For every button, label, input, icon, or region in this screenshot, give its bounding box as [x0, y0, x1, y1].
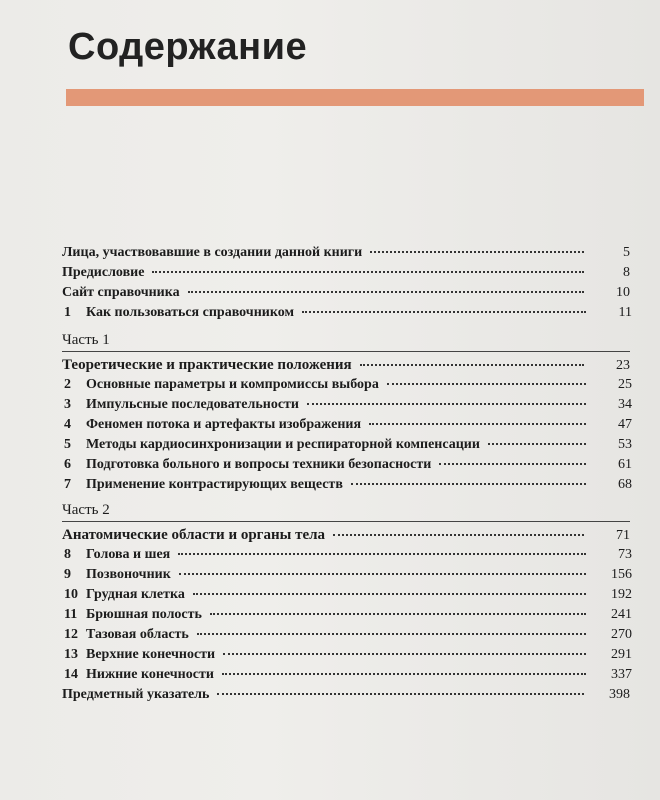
toc-entry-page: 47 [618, 417, 632, 432]
dot-leader [333, 534, 584, 536]
dot-leader [302, 311, 586, 313]
dot-leader [217, 693, 584, 695]
dot-leader [439, 463, 586, 465]
toc-entry-page: 11 [618, 305, 632, 320]
toc-entry[interactable] [62, 285, 630, 305]
toc-entry-label: Брюшная полость [86, 607, 202, 622]
dot-leader [223, 653, 586, 655]
dot-leader [188, 291, 584, 293]
chapter-number: 1 [64, 305, 71, 320]
part-heading: Часть 2 [62, 502, 110, 518]
dot-leader [152, 271, 584, 273]
toc-entry-page: 68 [618, 477, 632, 492]
toc-entry-label: Тазовая область [86, 627, 189, 642]
dot-leader [307, 403, 586, 405]
toc-entry-page: 53 [618, 437, 632, 452]
chapter-number: 9 [64, 567, 71, 582]
toc-chapter[interactable] [64, 547, 632, 567]
chapter-number: 2 [64, 377, 71, 392]
dot-leader [222, 673, 586, 675]
toc-entry-label: Голова и шея [86, 547, 171, 562]
title-accent-bar [66, 89, 644, 106]
chapter-number: 14 [64, 667, 78, 682]
chapter-number: 4 [64, 417, 71, 432]
toc-entry-label: Предисловие [62, 265, 145, 280]
toc-section-label: Теоретические и практические положения [62, 357, 352, 373]
chapter-number: 7 [64, 477, 71, 492]
dot-leader [370, 251, 584, 253]
chapter-number: 3 [64, 397, 71, 412]
toc-entry-page: 71 [616, 528, 630, 543]
toc-entry-page: 241 [611, 607, 632, 622]
dot-leader [193, 593, 586, 595]
toc-chapter[interactable] [64, 305, 632, 325]
toc-entry-label: Нижние конечности [86, 667, 214, 682]
show-through-text [430, 40, 443, 85]
toc-chapter[interactable] [64, 667, 632, 687]
toc-entry-page: 291 [611, 647, 632, 662]
dot-leader [178, 553, 586, 555]
toc-entry-label: Сайт справочника [62, 285, 180, 300]
toc-entry[interactable] [62, 687, 630, 707]
toc-entry-page: 270 [611, 627, 632, 642]
page-title: Содержание [68, 26, 308, 68]
toc-entry-page: 8 [623, 265, 630, 280]
toc-entry-label: Лица, участвовавшие в создании данной книги [62, 245, 363, 260]
chapter-number: 6 [64, 457, 71, 472]
toc-entry-page: 156 [611, 567, 632, 582]
toc-section[interactable] [62, 357, 630, 377]
toc-chapter[interactable] [64, 647, 632, 667]
toc-entry-label: Применение контрастирующих веществ [86, 477, 343, 492]
toc-entry-label: Как пользоваться справочником [86, 305, 294, 320]
toc-chapter[interactable] [64, 607, 632, 627]
toc-chapter[interactable] [64, 457, 632, 477]
toc-entry-label: Феномен потока и артефакты изображения [86, 417, 362, 432]
dot-leader [488, 443, 586, 445]
toc-entry-page: 10 [616, 285, 630, 300]
toc-chapter[interactable] [64, 627, 632, 647]
toc-entry-label: Верхние конечности [86, 647, 216, 662]
toc-chapter[interactable] [64, 477, 632, 497]
dot-leader [369, 423, 586, 425]
chapter-number: 10 [64, 587, 78, 602]
chapter-number: 5 [64, 437, 71, 452]
chapter-number: 8 [64, 547, 71, 562]
toc-entry-page: 192 [611, 587, 632, 602]
toc-chapter[interactable] [64, 437, 632, 457]
toc-chapter[interactable] [64, 377, 632, 397]
toc-entry-page: 398 [609, 687, 630, 702]
toc-entry-page: 23 [616, 358, 630, 373]
toc-entry[interactable] [62, 245, 630, 265]
toc-section[interactable] [62, 527, 630, 547]
part-rule [62, 521, 630, 522]
toc-entry-page: 73 [618, 547, 632, 562]
toc-entry[interactable] [62, 265, 630, 285]
chapter-number: 12 [64, 627, 78, 642]
toc-entry-page: 34 [618, 397, 632, 412]
toc-entry-page: 5 [623, 245, 630, 260]
toc-entry-label: Основные параметры и компромиссы выбора [86, 377, 379, 392]
dot-leader [360, 364, 584, 366]
toc-chapter[interactable] [64, 587, 632, 607]
toc-entry-label: Предметный указатель [62, 687, 210, 702]
chapter-number: 11 [64, 607, 78, 622]
toc-entry-label: Импульсные последовательности [86, 397, 299, 412]
dot-leader [210, 613, 586, 615]
toc-entry-label: Позвоночник [86, 567, 171, 582]
dot-leader [179, 573, 586, 575]
toc-entry-page: 25 [618, 377, 632, 392]
toc-entry-label: Грудная клетка [86, 587, 185, 602]
part-heading: Часть 1 [62, 332, 110, 348]
toc-entry-page: 61 [618, 457, 632, 472]
dot-leader [387, 383, 586, 385]
dot-leader [351, 483, 586, 485]
toc-entry-label: Методы кардиосинхронизации и респираторной компенсации [86, 437, 480, 452]
toc-entry-page: 337 [611, 667, 632, 682]
toc-entry-label: Подготовка больного и вопросы техники безопасности [86, 457, 432, 472]
toc-chapter[interactable] [64, 397, 632, 417]
toc-chapter[interactable] [64, 417, 632, 437]
toc-chapter[interactable] [64, 567, 632, 587]
dot-leader [197, 633, 586, 635]
chapter-number: 13 [64, 647, 78, 662]
part-rule [62, 351, 630, 352]
toc-section-label: Анатомические области и органы тела [62, 527, 326, 543]
